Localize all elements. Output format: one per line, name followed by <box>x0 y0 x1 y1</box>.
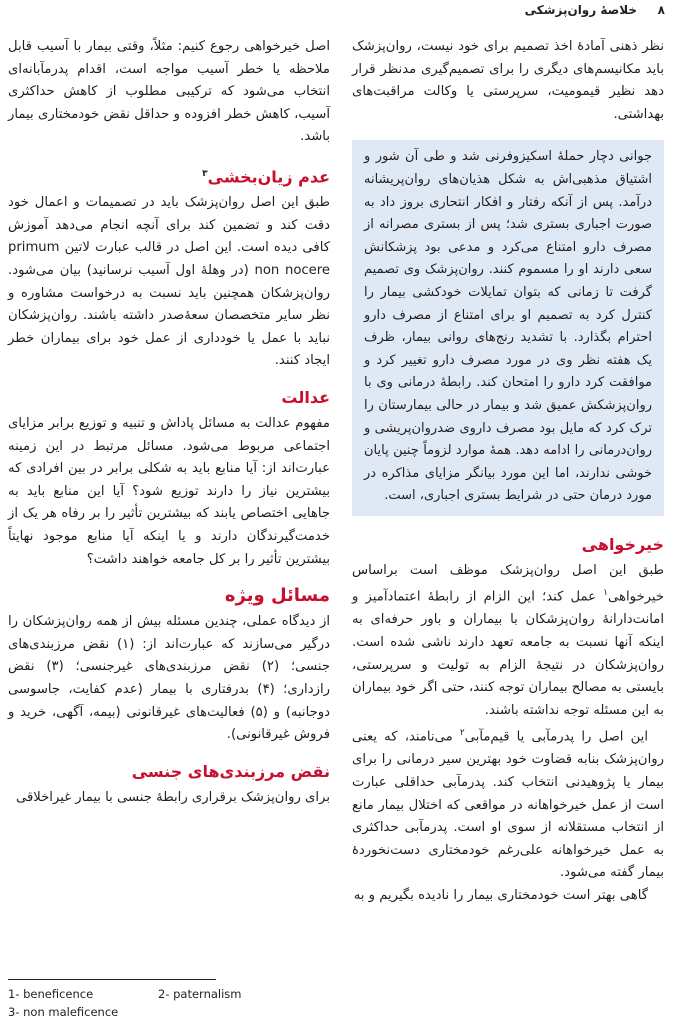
right-column <box>352 36 664 908</box>
nonmaleficence-text-a: طبق این اصل روان‌پزشک باید در تصمیمات و اعمال خود دقت کند و تضمین کند برای آنچه انجام می‌دهد آموزش کافی دیده است. این اصل در قالب عبارت لاتین <box>8 195 330 256</box>
justice-paragraph: مفهوم عدالت به مسائل پاداش و تنبیه و توزیع برابر مزایای اجتماعی مربوط می‌شود. مسائل مرتبط در این زمینه عبارت‌اند از: آیا منابع باید به شکلی برابر در بین افرادی که بیشترین نیاز را دارند توزیع شود؟ آیا این منابع باید به جاهایی اختصاص یابند که بیشترین تأثیر را بر رفاه هر یک از خدمت‌گیرندگان دارند و یا اینکه آیا منابع موجود نهایتاً بیشترین تأثیر را بر کل جامعه خواهند داشت؟ <box>8 416 330 567</box>
footnote-divider <box>8 979 216 980</box>
running-title: خلاصهٔ روان‌پزشکی <box>524 3 637 17</box>
left-column <box>8 36 330 809</box>
footnotes <box>8 985 308 1021</box>
nonmaleficence-paragraph <box>8 192 330 373</box>
page-number: ۸ <box>657 3 665 17</box>
heading-special-issues: مسائل ویژه <box>224 585 330 607</box>
intro-paragraph: نظر ذهنی آمادهٔ اخذ تصمیم برای خود نیست، روان‌پزشک باید مکانیسم‌های دیگری را برای تصمیم‌گیری مدنظر قرار دهد نظیر قیمومیت، سرپرستی یا وکالت مراقبت‌های بهداشتی. <box>352 39 664 122</box>
beneficence-paragraph-2 <box>352 722 664 885</box>
case-example-text: جوانی دچار حملهٔ اسکیزوفرنی شد و طی آن شور و اشتیاق مذهبی‌اش به شکل هذیان‌های روان‌پریشانه درآمد. پس از آنکه رفتار و افکار انتحاری بروز داد به صورت اجباری بستری شد؛ پس از بستری مصرانه از مصرف دارو امتناع می‌کرد و مدعی بود پزشکانش سعی دارند او را مسموم کنند. روان‌پزشک وی تصمیم گرفت تا زمانی که بتوان تمایلات خودکشی بیمار را کنترل کرد به تصمیم او برای امتناع از مصرف دارو احترام بگذارد. با تشدید رنج‌های روانی بیمار، ظرف یک هفته نظر وی در مورد مصرف دارو تغییر کرد و موافقت کرد دارو را امتحان کند. رابطهٔ درمانی وی با روان‌پزشکش عمیق شد و بیمار در حالی بیمارستان را ترک کرد که مایل بود مصرف داروی ضدروان‌پریشی و روان‌درمانی را ادامه دهد. همهٔ موارد لزوماً چنین پایان خوشی ندارند، اما این مورد بیانگر مزایای مذاکره در مورد درمان حتی در شرایط بستری اجباری، است. <box>364 149 652 504</box>
special-issues-paragraph: از دیدگاه عملی، چندین مسئله بیش از همه روان‌پزشکان را درگیر می‌سازند که عبارت‌اند از: (۱) نقض مرزبندی‌های جنسی؛ (۲) نقض مرزبندی‌های غیرجنسی؛ (۳) نقض رازداری؛ (۴) بدرفتاری با بیمار (عدم کفایت، جاسوسی دوجانبه) و (۵) فعالیت‌های غیرقانونی (بیمه، آگهی، خرید و فروش غیرقانونی). <box>8 614 330 743</box>
beneficence-p1-text-a: طبق این اصل روان‌پزشک موظف است براساس خیرخواهی <box>352 562 664 605</box>
nonmaleficence-text-b: (در وهلهٔ اول آسیب نرسانید) بیان می‌شود. روان‌پزشکان همچنین باید نسبت به درخواست مشاوره و نظر سایر متخصصان سعهٔ‌صدر داشته باشند. روان‌پزشکان نباید با عمل یا خودداری از عمل خود برای بیماران خطر ایجاد کنند. <box>8 263 330 369</box>
beneficence-p2-text-b: می‌نامند، که یعنی روان‌پزشک بنابه قضاوت خود بهترین سیر درمانی را برای بیمار یا پژوهیدنی انتخاب کند. پدرمآبی حداقلی عبارت است از عمل خیرخواهانه در مواقعی که اختلال بیمار مانع از انتخاب مستقلانه از سوی او است. پدرمآبی حداکثری به عمل خیرخواهانه علی‌رغم خودمختاری دست‌نخوردهٔ بیمار گفته می‌شود. <box>352 729 664 881</box>
sexual-boundary-paragraph: برای روان‌پزشک برقراری رابطهٔ جنسی با بیمار غیراخلاقی <box>15 789 330 805</box>
beneficence-p2-text-a: این اصل را پدرمآبی یا قیم‌مآبی <box>464 729 648 745</box>
footnote-ref-1: ۱ <box>603 588 609 599</box>
heading-nonmaleficence <box>8 161 330 190</box>
page-header <box>0 0 675 22</box>
footnote-ref-3: ۳ <box>202 168 208 179</box>
beneficence-paragraph-1 <box>352 560 664 723</box>
footnote-3: 3- non maleficence <box>8 1005 119 1019</box>
footnote-2: 2- paternalism <box>158 987 242 1001</box>
continuation-paragraph: اصل خیرخواهی رجوع کنیم: مثلاً، وقتی بیمار با آسیب قابل ملاحظه یا خطر آسیب مواجه است، اقدام پدرمآبانه‌ای انتخاب می‌شود که ترکیبی مطلوب از کاهش حداکثری آسیب، کاهش خطر افزوده و حداقل نقض خودمختاری بیمار باشد. <box>8 39 330 145</box>
heading-justice: عدالت <box>281 388 330 408</box>
heading-nonmaleficence-text: عدم زیان‌بخشی <box>207 167 330 187</box>
footnote-ref-2: ۲ <box>459 728 465 739</box>
heading-sexual-boundary: نقض مرزبندی‌های جنسی <box>131 761 330 781</box>
latin-phrase: primum non nocere <box>8 240 331 279</box>
case-example-box <box>352 140 664 516</box>
beneficence-paragraph-3: گاهی بهتر است خودمختاری بیمار را نادیده بگیریم و به <box>353 887 648 903</box>
heading-beneficence: خیرخواهی <box>581 534 664 554</box>
footnote-1: 1- beneficence <box>8 987 94 1001</box>
beneficence-p1-text-b: عمل کند؛ این الزام از رابطهٔ اعتمادآمیز و امانت‌دارانهٔ روان‌پزشکان با بیماران و باور حرفه‌ای به اینکه آنها نسبت به جامعه تعهد دارند ناشی شده است. روان‌پزشکان در نتیجهٔ الزام به تولیت و سرپرستی، بایستی به مصالح بیماران توجه کنند، حتی اگر خود بیماران به این مسئله توجه نداشته باشند. <box>352 589 664 718</box>
